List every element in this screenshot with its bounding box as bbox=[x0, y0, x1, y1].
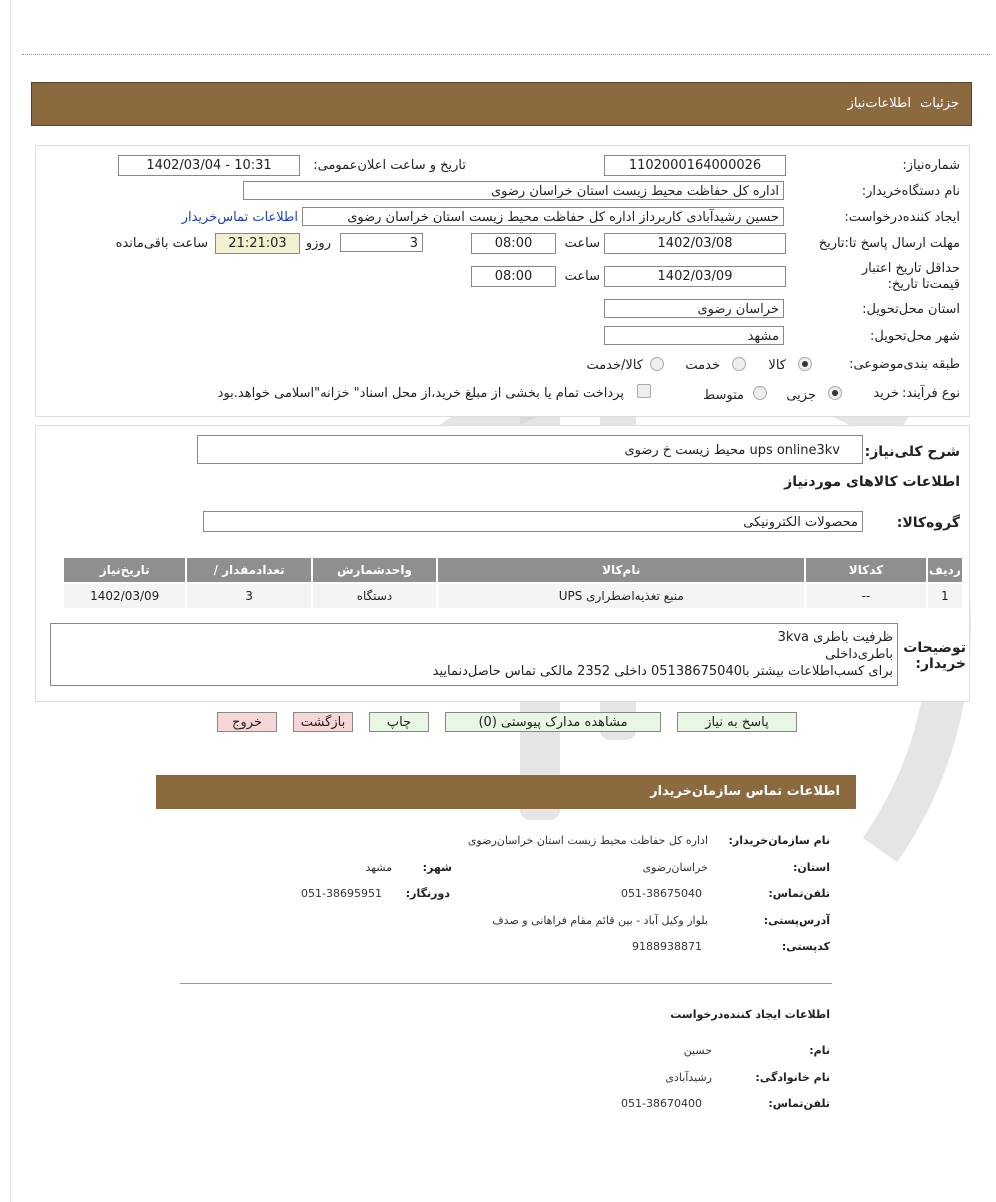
address-value: بلوار وکیل آباد - بین قائم مقام فراهانی و صدف bbox=[492, 914, 708, 927]
print-button[interactable]: چاپ bbox=[369, 712, 429, 732]
validity-time-field: 08:00 bbox=[471, 266, 556, 287]
reply-time-label: ساعت bbox=[564, 236, 600, 251]
contact-city-value: مشهد bbox=[365, 861, 392, 874]
cell-row: 1 bbox=[928, 584, 962, 608]
cell-name: منبع تغذیه‌اضطراری UPS bbox=[438, 584, 804, 608]
postal-value: 9188938871 bbox=[632, 940, 702, 953]
breadcrumb-need-info[interactable]: اطلاعات‌نیاز bbox=[847, 96, 911, 111]
need-number-label: شماره‌نیاز: bbox=[902, 158, 960, 173]
remaining-label: ساعت باقی‌مانده bbox=[115, 236, 208, 251]
col-row: ردیف bbox=[928, 558, 962, 582]
city-field: مشهد bbox=[604, 326, 784, 345]
address-label: آدرس‌پستی: bbox=[763, 914, 830, 927]
back-button[interactable]: بازگشت bbox=[293, 712, 353, 732]
process-label: نوع فرآیند: bbox=[902, 386, 960, 401]
buyer-label: نام دستگاه‌خریدار: bbox=[861, 184, 960, 199]
remaining-time-field: 21:21:03 bbox=[215, 233, 300, 254]
summary-field bbox=[197, 435, 863, 464]
attachments-button[interactable]: مشاهده مدارک پیوستی (0) bbox=[445, 712, 661, 732]
creator-name-value: حسین bbox=[683, 1044, 712, 1057]
buyer-field: اداره کل حفاظت محیط زیست استان خراسان رضوی bbox=[243, 181, 784, 200]
contact-title: اطلاعات تماس سازمان‌خریدار bbox=[650, 784, 840, 799]
creator-name-label: نام: bbox=[809, 1044, 830, 1057]
breadcrumb-bar bbox=[31, 82, 972, 126]
cell-qty: 3 bbox=[187, 584, 310, 608]
org-label: نام سازمان‌خریدار: bbox=[728, 834, 830, 847]
process-buy-label: خرید bbox=[873, 386, 899, 401]
announce-label: تاریخ و ساعت اعلان‌عمومی: bbox=[313, 158, 466, 173]
col-qty: تعدادمقدار / bbox=[187, 558, 310, 582]
process-medium-radio[interactable] bbox=[753, 386, 767, 400]
contact-province-label: استان: bbox=[793, 861, 830, 874]
col-date: تاریخ‌نیاز bbox=[64, 558, 185, 582]
validity-date-field: 1402/03/09 bbox=[604, 266, 786, 287]
province-label: استان محل‌تحویل: bbox=[862, 302, 960, 317]
org-value: اداره کل حفاظت محیط زیست استان خراسان‌رضوی bbox=[467, 834, 708, 847]
goods-info-title: اطلاعات کالاهای موردنیاز bbox=[784, 474, 960, 490]
creator-info-title: اطلاعات ایجاد کننده‌درخواست bbox=[670, 1008, 830, 1021]
process-partial-label: جزیی bbox=[786, 388, 816, 403]
col-unit: واحدشمارش bbox=[313, 558, 436, 582]
goods-group-label: گروه‌کالا: bbox=[896, 515, 960, 531]
reply-deadline-label: مهلت ارسال پاسخ تا:تاریخ bbox=[818, 236, 960, 251]
reply-button[interactable]: پاسخ به نیاز bbox=[677, 712, 797, 732]
contact-city-label: شهر: bbox=[422, 861, 452, 874]
creator-family-label: نام خانوادگی: bbox=[755, 1071, 830, 1084]
process-medium-label: متوسط bbox=[703, 388, 744, 403]
creator-label: ایجاد کننده‌درخواست: bbox=[844, 210, 960, 225]
buyer-notes-box bbox=[50, 623, 898, 686]
validity-label: حداقل تاریخ اعتبار قیمت‌تا تاریخ: bbox=[861, 261, 960, 292]
category-goods-radio[interactable] bbox=[798, 357, 812, 371]
summary-label: شرح کلی‌نیاز: bbox=[864, 444, 960, 460]
province-field: خراسان رضوی bbox=[604, 299, 784, 318]
reply-time-field: 08:00 bbox=[471, 233, 556, 254]
postal-label: کدپستی: bbox=[781, 940, 830, 953]
category-goods-label: کالا bbox=[768, 358, 786, 373]
days-label: روزو bbox=[305, 236, 331, 251]
summary-text: ups online3kv محیط زیست خ رضوی bbox=[624, 443, 840, 458]
reply-date-field: 1402/03/08 bbox=[604, 233, 786, 254]
creator-field: حسین رشیدآبادی کاربرداز اداره کل حفاظت محیط زیست استان خراسان رضوی bbox=[302, 207, 784, 226]
phone-label: تلفن‌تماس: bbox=[768, 887, 830, 900]
announce-field: 1402/03/04 - 10:31 bbox=[118, 155, 300, 176]
category-label: طبقه بندی‌موضوعی: bbox=[849, 357, 960, 372]
goods-table bbox=[62, 556, 964, 610]
contact-province-value: خراسان‌رضوی bbox=[642, 861, 708, 874]
breadcrumb-details[interactable]: جزئیات bbox=[920, 96, 959, 111]
category-both-radio[interactable] bbox=[650, 357, 664, 371]
contact-separator bbox=[180, 983, 832, 984]
buyer-contact-link[interactable]: اطلاعات تماس‌خریدار bbox=[181, 210, 298, 225]
fax-label: دورنگار: bbox=[405, 887, 450, 900]
col-name: نام‌کالا bbox=[438, 558, 804, 582]
category-service-radio[interactable] bbox=[732, 357, 746, 371]
buyer-note-line: برای کسب‌اطلاعات بیشتر با05138675040 داخلی 2352 مالکی تماس حاصل‌دنمایید bbox=[432, 664, 893, 679]
buyer-notes-label: توضیحات خریدار: bbox=[903, 640, 966, 672]
goods-group-field: محصولات الکترونیکی bbox=[203, 511, 863, 532]
goods-table-header bbox=[64, 558, 962, 582]
payment-note: پرداخت تمام یا بخشی از مبلغ خرید،از محل اسناد" خزانه"اسلامی خواهد.بود bbox=[217, 386, 624, 401]
process-partial-radio[interactable] bbox=[828, 386, 842, 400]
validity-time-label: ساعت bbox=[564, 269, 600, 284]
contact-header bbox=[156, 775, 856, 809]
col-code: کدکالا bbox=[806, 558, 925, 582]
buyer-note-line: باطری‌داخلی bbox=[825, 647, 893, 662]
creator-phone-value: 051-38670400 bbox=[621, 1097, 702, 1110]
category-both-label: کالا/خدمت bbox=[586, 358, 643, 373]
table-row bbox=[64, 584, 962, 608]
phone-value: 051-38675040 bbox=[621, 887, 702, 900]
city-label: شهر محل‌تحویل: bbox=[870, 329, 960, 344]
cell-code: -- bbox=[806, 584, 925, 608]
cell-unit: دستگاه bbox=[313, 584, 436, 608]
cell-date: 1402/03/09 bbox=[64, 584, 185, 608]
treasury-payment-checkbox[interactable] bbox=[637, 384, 651, 398]
need-number-field: 1102000164000026 bbox=[604, 155, 786, 176]
category-service-label: خدمت bbox=[685, 358, 720, 373]
days-field: 3 bbox=[340, 233, 423, 252]
buyer-note-line: ظرفیت باطری 3kva bbox=[777, 630, 893, 645]
exit-button[interactable]: خروج bbox=[217, 712, 277, 732]
fax-value: 051-38695951 bbox=[301, 887, 382, 900]
creator-family-value: رشیدآبادی bbox=[665, 1071, 712, 1084]
creator-phone-label: تلفن‌تماس: bbox=[768, 1097, 830, 1110]
